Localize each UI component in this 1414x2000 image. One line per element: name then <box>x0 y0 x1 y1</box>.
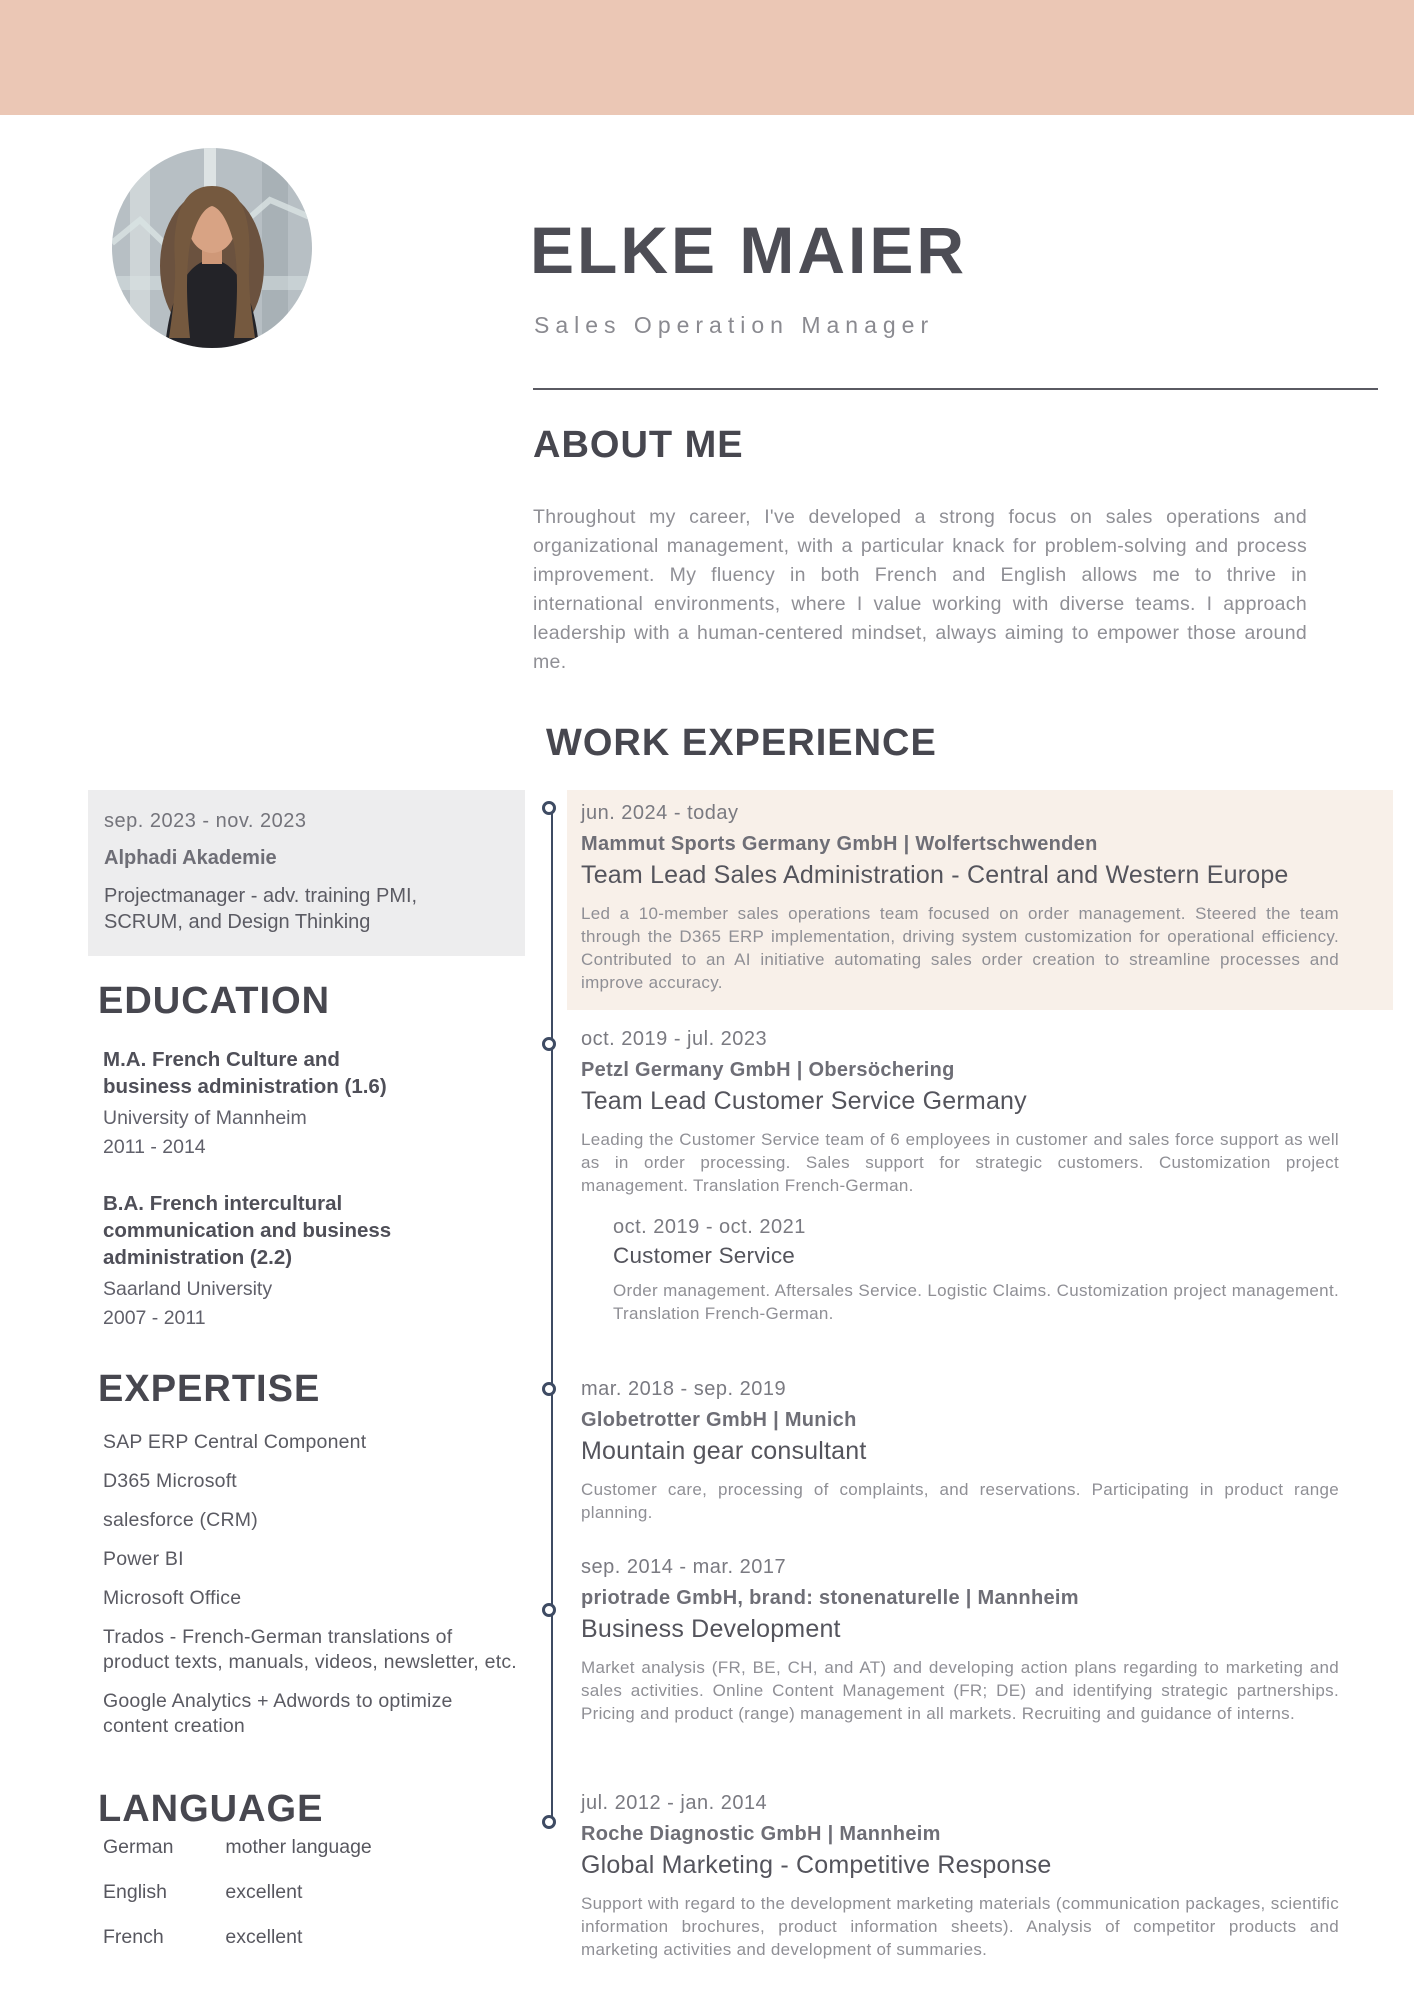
education-school: University of Mannheim <box>103 1107 307 1129</box>
work-entry-company: Petzl Germany GmbH | Obersöchering <box>581 1059 955 1081</box>
work-entry-company: Mammut Sports Germany GmbH | Wolfertschwenden <box>581 833 1098 855</box>
expertise-item: Google Analytics + Adwords to optimize content creation <box>103 1690 453 1737</box>
work-entry-date: jun. 2024 - today <box>581 802 739 824</box>
language-list <box>103 1836 372 1971</box>
timeline-dot <box>542 1382 556 1396</box>
work-entry-description: Led a 10-member sales operations team focused on order management. Steered the team through the D365 ERP implementation, driving system customization for operational efficiency. Contributed to an AI initiative automating sales order creation to streamline processes and improve accuracy. <box>581 904 1339 992</box>
timeline-dot <box>542 1815 556 1829</box>
language-level: excellent <box>225 1926 303 1948</box>
language-row <box>103 1926 372 1949</box>
language-level: excellent <box>225 1881 303 1903</box>
work-entry-date: mar. 2018 - sep. 2019 <box>581 1378 787 1400</box>
work-subentry-date: oct. 2019 - oct. 2021 <box>613 1216 806 1238</box>
person-job-title: Sales Operation Manager <box>534 312 935 338</box>
timeline-dot <box>542 1037 556 1051</box>
education-school: Saarland University <box>103 1278 273 1300</box>
education-degree: M.A. French Culture and business administration (1.6) <box>103 1048 387 1098</box>
expertise-heading: EXPERTISE <box>98 1368 321 1410</box>
about-text: Throughout my career, I've developed a strong focus on sales operations and organizational management, with a particular knack for problem-solving and process improvement. My fluency in both French and English allows me to thrive in international environments, where I value working with diverse teams. I approach leadership with a human-centered mindset, always aiming to empower those around me. <box>533 506 1307 673</box>
training-course: Projectmanager - adv. training PMI, SCRUM, and Design Thinking <box>104 885 418 933</box>
work-entry-title: Global Marketing - Competitive Response <box>581 1851 1052 1879</box>
training-organization: Alphadi Akademie <box>104 847 277 869</box>
work-entry-title: Team Lead Sales Administration - Central and Western Europe <box>581 861 1289 889</box>
language-name: French <box>103 1926 164 1948</box>
work-entry-company: Roche Diagnostic GmbH | Mannheim <box>581 1823 941 1845</box>
expertise-list <box>103 1430 517 1753</box>
work-entry-description: Customer care, processing of complaints, and reservations. Participating in product range planning. <box>581 1480 1339 1522</box>
work-entry-company: Globetrotter GmbH | Munich <box>581 1409 857 1431</box>
work-entry-description: Leading the Customer Service team of 6 employees in customer and sales force support as well as in order processing. Sales support for strategic customers. Customization project management. Translation French-German. <box>581 1130 1339 1195</box>
expertise-item: SAP ERP Central Component <box>103 1431 367 1453</box>
work-entry-description: Market analysis (FR, BE, CH, and AT) and developing action plans regarding to marketing and sales activities. Online Content Management (FR; DE) and identifying strategic partnerships. Pricing and product (range) management in all markets. Recruiting and guidance of interns. <box>581 1658 1339 1723</box>
profile-photo-illustration <box>112 148 312 348</box>
education-degree: B.A. French intercultural communication and business administration (2.2) <box>103 1192 392 1269</box>
language-heading: LANGUAGE <box>98 1788 324 1830</box>
work-entry <box>581 1028 1339 1197</box>
work-entry-title: Team Lead Customer Service Germany <box>581 1087 1027 1115</box>
work-entry-date: oct. 2019 - jul. 2023 <box>581 1028 768 1050</box>
work-subentry-description: Order management. Aftersales Service. Logistic Claims. Customization project management. Translation French-German. <box>613 1281 1339 1323</box>
work-entry <box>581 1378 1339 1524</box>
training-date: sep. 2023 - nov. 2023 <box>104 810 307 832</box>
education-item <box>103 1046 415 1159</box>
education-heading: EDUCATION <box>98 980 331 1022</box>
education-years: 2011 - 2014 <box>103 1136 206 1158</box>
work-entry-title: Mountain gear consultant <box>581 1437 867 1465</box>
timeline-dot <box>542 801 556 815</box>
about-heading: ABOUT ME <box>533 424 744 466</box>
header-divider <box>533 388 1378 390</box>
work-entry-title: Business Development <box>581 1615 841 1643</box>
expertise-item: Microsoft Office <box>103 1587 242 1609</box>
expertise-item: Power BI <box>103 1548 184 1570</box>
language-row <box>103 1836 372 1859</box>
work-entry <box>581 1556 1339 1725</box>
work-subentry <box>613 1216 1339 1325</box>
work-experience-heading: WORK EXPERIENCE <box>546 722 937 764</box>
education-item <box>103 1190 415 1330</box>
language-name: English <box>103 1881 167 1903</box>
expertise-item: salesforce (CRM) <box>103 1509 258 1531</box>
work-entry-company: priotrade GmbH, brand: stonenaturelle | Mannheim <box>581 1587 1079 1609</box>
profile-photo <box>112 148 312 348</box>
work-subentry-title: Customer Service <box>613 1243 796 1268</box>
language-level: mother language <box>225 1836 372 1858</box>
work-entry-date: jul. 2012 - jan. 2014 <box>581 1792 768 1814</box>
language-row <box>103 1881 372 1904</box>
timeline-line <box>551 811 553 1825</box>
language-name: German <box>103 1836 174 1858</box>
training-box <box>88 790 525 956</box>
work-entry-date: sep. 2014 - mar. 2017 <box>581 1556 787 1578</box>
work-entry <box>581 1792 1339 1961</box>
work-entry <box>581 802 1339 994</box>
expertise-item: D365 Microsoft <box>103 1470 237 1492</box>
person-name: ELKE MAIER <box>530 213 968 287</box>
header-accent-bar <box>0 0 1414 115</box>
work-entry-description: Support with regard to the development marketing materials (communication packages, scientific information brochures, product information sheets). Analysis of competitor products and marketing activities and development of summaries. <box>581 1894 1339 1959</box>
timeline-dot <box>542 1603 556 1617</box>
education-years: 2007 - 2011 <box>103 1307 206 1329</box>
expertise-item: Trados - French-German translations of product texts, manuals, videos, newsletter, etc. <box>103 1626 517 1673</box>
